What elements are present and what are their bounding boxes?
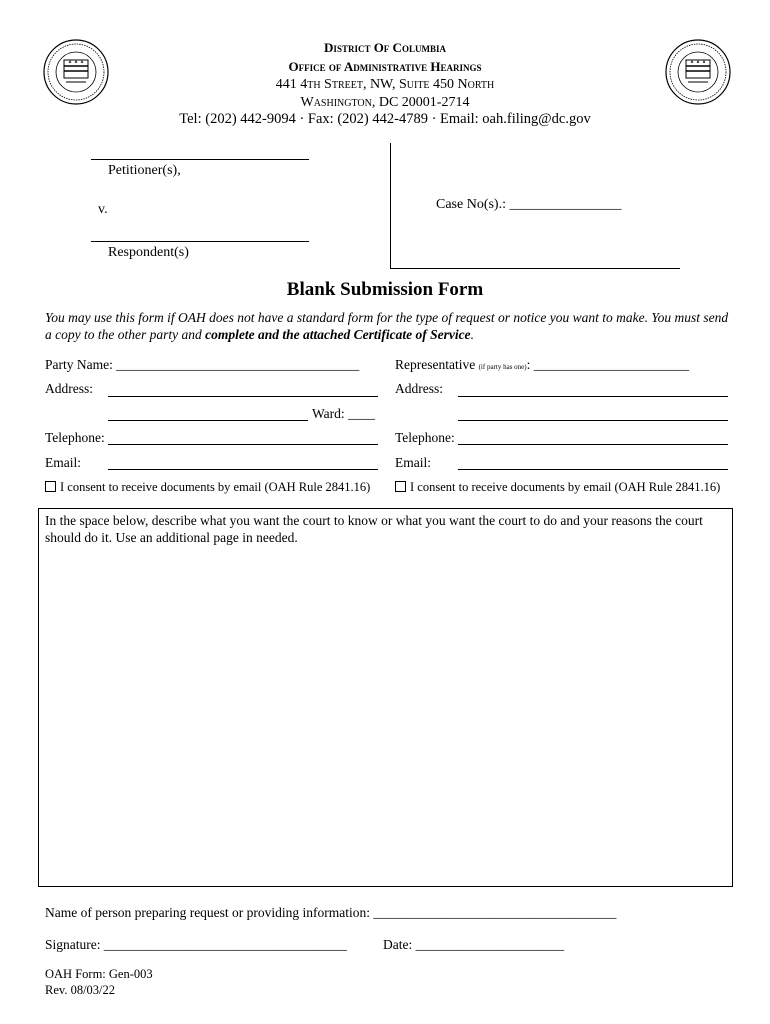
versus-label: v. bbox=[98, 202, 108, 217]
party-address-label: Address: bbox=[45, 381, 93, 396]
header-office: Office of Administrative Hearings bbox=[288, 59, 482, 74]
date-field[interactable]: Date: ______________________ bbox=[383, 937, 565, 952]
form-title: Blank Submission Form bbox=[286, 279, 484, 300]
rep-telephone-line[interactable] bbox=[458, 444, 728, 445]
rep-consent-label: I consent to receive documents by email (OAH Rule 2841.16) bbox=[410, 480, 721, 494]
petitioner-label: Petitioner(s), bbox=[108, 163, 181, 178]
header-district: District Of Columbia bbox=[324, 40, 446, 55]
form-revision: Rev. 08/03/22 bbox=[45, 983, 116, 997]
party-consent[interactable] bbox=[45, 480, 370, 495]
rep-email-line[interactable] bbox=[458, 469, 728, 470]
respondent-label: Respondent(s) bbox=[108, 245, 189, 260]
case-number-field[interactable]: Case No(s).: ________________ bbox=[436, 197, 622, 212]
party-ward-field[interactable]: Ward: ____ bbox=[312, 406, 376, 421]
party-name-field[interactable]: Party Name: ____________________________________ bbox=[45, 357, 360, 372]
rep-address-line-2[interactable] bbox=[458, 420, 728, 421]
preparer-name-field[interactable]: Name of person preparing request or providing information: ____________________________________ bbox=[45, 905, 617, 920]
rep-telephone-label: Telephone: bbox=[395, 430, 455, 445]
form-intro: You may use this form if OAH does not have a standard form for the type of request or notice you want to make. You must send a copy to the other party and complete and the attached Certificate of Service. bbox=[45, 310, 729, 342]
rep-address-line-1[interactable] bbox=[458, 396, 728, 397]
petitioner-line[interactable] bbox=[91, 159, 309, 160]
description-prompt: In the space below, describe what you want the court to know or what you want the court to do and your reasons the court should do it. Use an additional page in needed. bbox=[45, 513, 703, 545]
signature-field[interactable]: Signature: ____________________________________ bbox=[45, 937, 347, 952]
party-email-line[interactable] bbox=[108, 469, 378, 470]
caption-bottom-rule bbox=[390, 268, 680, 269]
party-address-line-2[interactable] bbox=[108, 420, 308, 421]
party-address-line-1[interactable] bbox=[108, 396, 378, 397]
description-textarea[interactable] bbox=[38, 508, 733, 887]
rep-consent-checkbox[interactable] bbox=[395, 481, 406, 492]
form-id: OAH Form: Gen-003 bbox=[45, 967, 153, 981]
header-street: 441 4th Street, NW, Suite 450 North bbox=[275, 77, 495, 92]
respondent-line[interactable] bbox=[91, 241, 309, 242]
party-email-label: Email: bbox=[45, 455, 81, 470]
party-telephone-label: Telephone: bbox=[45, 430, 105, 445]
representative-field[interactable]: Representative (if party has one): _______________________ bbox=[395, 357, 689, 372]
party-consent-label: I consent to receive documents by email (OAH Rule 2841.16) bbox=[60, 480, 371, 494]
party-consent-checkbox[interactable] bbox=[45, 481, 56, 492]
header-contact: Tel: (202) 442-9094 · Fax: (202) 442-4789 · Email: oah.filing@dc.gov bbox=[179, 111, 591, 127]
rep-email-label: Email: bbox=[395, 455, 431, 470]
party-telephone-line[interactable] bbox=[108, 444, 378, 445]
header-city: Washington, DC 20001-2714 bbox=[300, 95, 470, 110]
rep-consent[interactable] bbox=[395, 480, 720, 495]
rep-address-label: Address: bbox=[395, 381, 443, 396]
caption-divider bbox=[390, 143, 391, 269]
